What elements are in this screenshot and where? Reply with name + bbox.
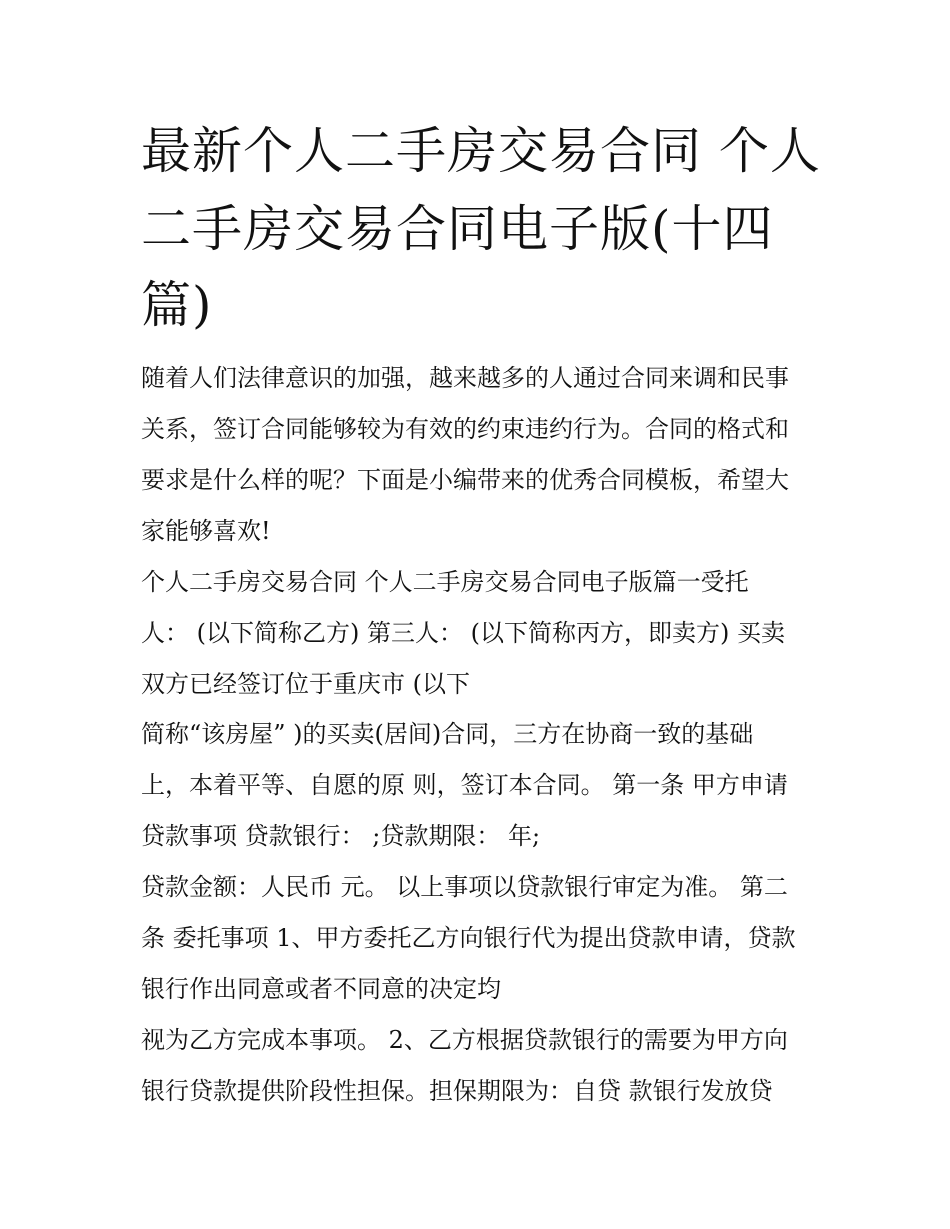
body-line: 贷款事项 贷款银行： ;贷款期限： 年; <box>141 822 541 850</box>
body-line: 关系，签订合同能够较为有效的约束违约行为。合同的格式和 <box>141 415 789 443</box>
body-line: 家能够喜欢! <box>141 517 271 545</box>
body-line: 银行作出同意或者不同意的决定均 <box>141 975 501 1003</box>
body-line: 个人二手房交易合同 个人二手房交易合同电子版篇一受托 <box>141 568 749 596</box>
document-title-line-1: 最新个人二手房交易合同 个人 <box>141 122 821 180</box>
document-title-line-2: 二手房交易合同电子版(十四 <box>141 200 774 258</box>
body-line: 银行贷款提供阶段性担保。担保期限为：自贷 款银行发放贷 <box>141 1077 773 1105</box>
body-line: 双方已经签订位于重庆市 (以下 <box>141 670 470 698</box>
body-line: 人： (以下简称乙方) 第三人： (以下简称丙方，即卖方) 买卖 <box>141 619 785 647</box>
body-line: 视为乙方完成本事项。 2、乙方根据贷款银行的需要为甲方向 <box>141 1026 788 1054</box>
body-line: 贷款金额：人民币 元。 以上事项以贷款银行审定为准。 第二 <box>141 873 788 901</box>
body-line: 条 委托事项 1、甲方委托乙方向银行代为提出贷款申请，贷款 <box>141 924 796 952</box>
body-line: 简称“该房屋” )的买卖(居间)合同，三方在协商一致的基础 <box>141 720 754 748</box>
body-line: 随着人们法律意识的加强，越来越多的人通过合同来调和民事 <box>141 364 789 392</box>
body-line: 上，本着平等、自愿的原 则，签订本合同。 第一条 甲方申请 <box>141 771 788 799</box>
body-line: 要求是什么样的呢？下面是小编带来的优秀合同模板，希望大 <box>141 466 789 494</box>
document-title-line-3: 篇) <box>141 276 213 334</box>
